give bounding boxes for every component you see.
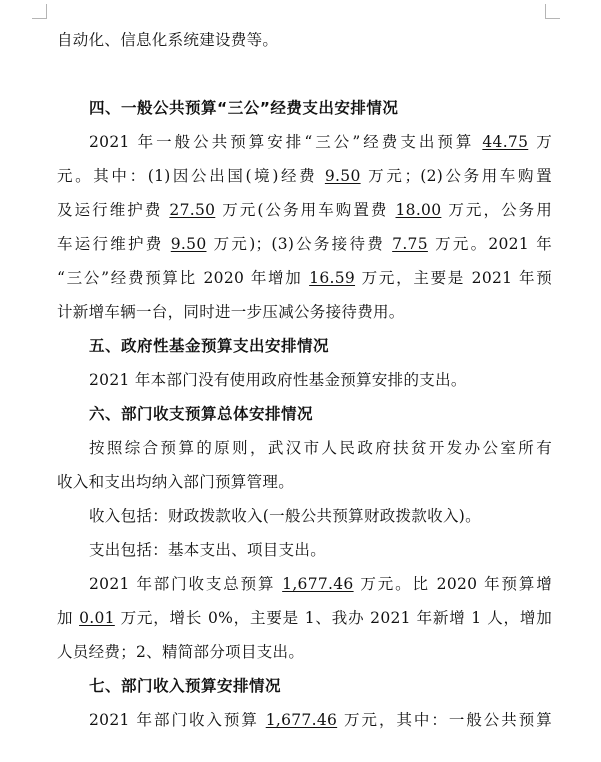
amount-value: 44.75: [482, 133, 529, 151]
text-run: 万元，主要是 2021 年预: [355, 269, 553, 287]
amount-value: 16.59: [309, 269, 356, 287]
text-run: 2021 年部门收入预算: [89, 711, 266, 729]
paragraph-line: [57, 267, 552, 289]
text-run: 2021 年一般公共预算安排“三公”经费支出预算: [89, 133, 483, 151]
amount-value: 7.75: [392, 235, 428, 253]
paragraph-line: [89, 709, 552, 731]
paragraph-line: 按照综合预算的原则，武汉市人民政府扶贫开发办公室所有: [89, 439, 552, 457]
amount-value: 1,677.46: [265, 711, 338, 729]
paragraph-line: 2021 年本部门没有使用政府性基金预算安排的支出。: [89, 371, 467, 389]
text-run: 万元。比 2020 年预算增: [353, 575, 552, 593]
text-run: 万元，增长 0%，主要是 1、我办 2021 年新增 1 人，增加: [114, 609, 553, 627]
text-run: “三公”经费预算比 2020 年增加: [57, 269, 310, 287]
text-run: 元。其中：(1)因公出国(境)经费: [57, 167, 325, 185]
paragraph-line: [57, 607, 552, 629]
paragraph-line: [89, 131, 552, 153]
amount-value: 9.50: [324, 167, 361, 185]
paragraph-line: [57, 233, 552, 255]
paragraph-line: 收入和支出均纳入部门预算管理。: [57, 473, 295, 491]
amount-value: 9.50: [170, 235, 207, 253]
text-run: 万元。2021 年: [427, 235, 552, 253]
text-run: 万元)；(3)公务接待费: [206, 235, 393, 253]
text-run: 车运行维护费: [57, 235, 171, 253]
text-run: 2021 年部门收支总预算: [89, 575, 283, 593]
paragraph-line: 自动化、信息化系统建设费等。: [57, 31, 279, 49]
section-heading-5: 五、政府性基金预算支出安排情况: [89, 337, 330, 355]
text-run: 万元，其中：一般公共预算: [337, 711, 553, 729]
text-run: 万: [528, 133, 553, 151]
amount-value: 18.00: [395, 201, 442, 219]
crop-mark-top-right: [545, 4, 560, 19]
amount-value: 0.01: [79, 609, 115, 627]
paragraph-line: 收入包括：财政拨款收入(一般公共预算财政拨款收入)。: [89, 507, 481, 525]
text-run: 万元，公务用: [441, 201, 553, 219]
text-run: 万元(公务用车购置费: [215, 201, 396, 219]
section-heading-4: 四、一般公共预算“三公”经费支出安排情况: [89, 99, 399, 117]
section-heading-7: 七、部门收入预算安排情况: [89, 677, 282, 695]
amount-value: 27.50: [169, 201, 216, 219]
text-run: 万元；(2)公务用车购置: [360, 167, 552, 185]
crop-mark-top-left: [32, 4, 47, 19]
paragraph-line: [57, 199, 552, 221]
paragraph-line: 计新增车辆一台，同时进一步压减公务接待费用。: [57, 303, 405, 321]
paragraph-line: [57, 165, 552, 187]
text-run: 及运行维护费: [57, 201, 170, 219]
section-heading-6: 六、部门收支预算总体安排情况: [89, 405, 314, 423]
amount-value: 1,677.46: [282, 575, 354, 593]
paragraph-line: 支出包括：基本支出、项目支出。: [89, 541, 327, 559]
text-run: 加: [57, 609, 80, 627]
paragraph-line: 人员经费；2、精简部分项目支出。: [57, 643, 305, 661]
paragraph-line: [89, 573, 552, 595]
